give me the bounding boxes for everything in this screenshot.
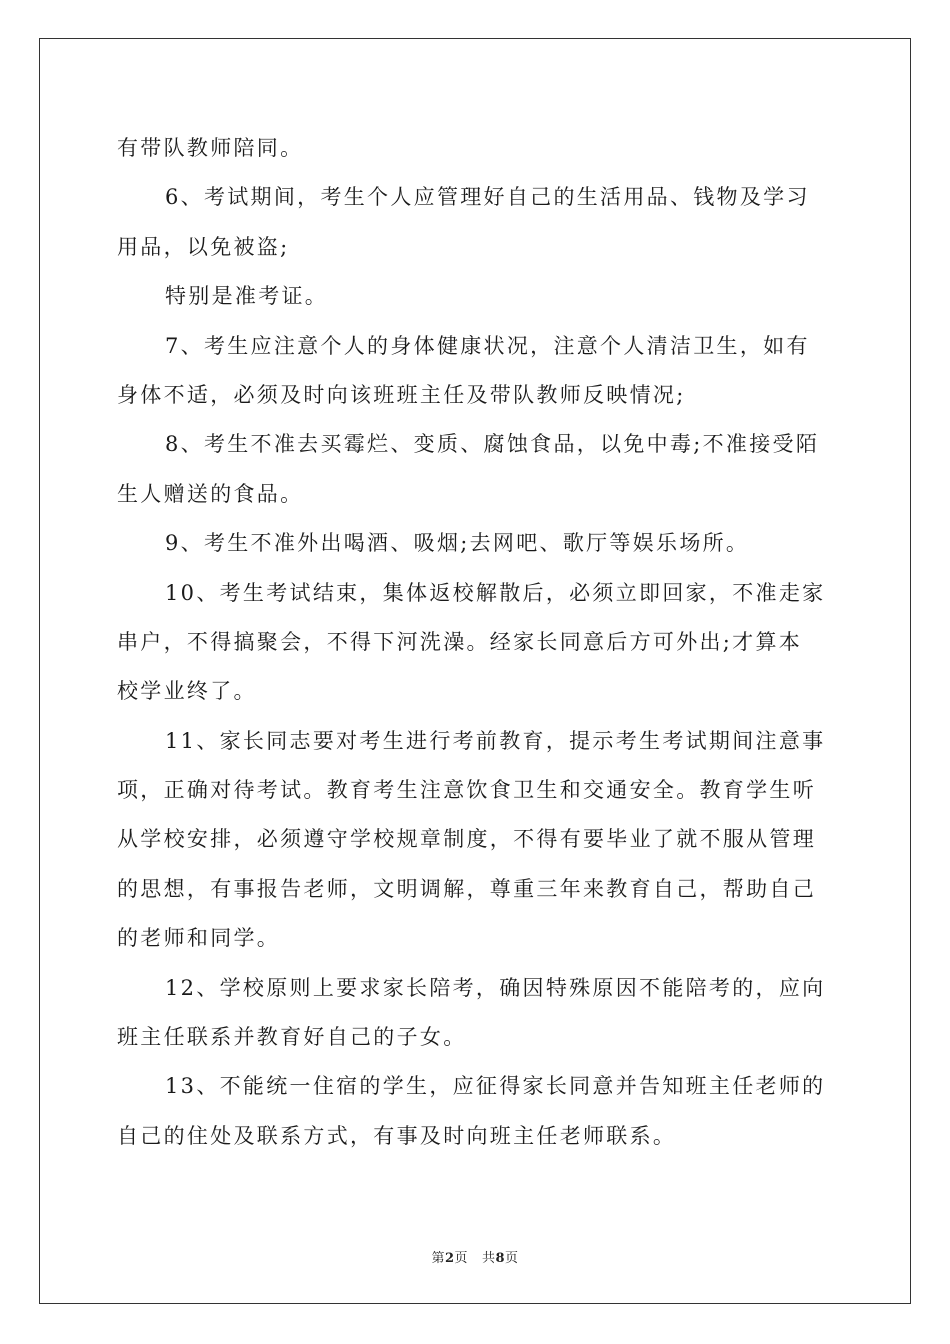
paragraph-8-line-2: 生人赠送的食品。 xyxy=(117,481,304,506)
page-footer xyxy=(0,1247,950,1266)
paragraph-13-line-2: 自己的住处及联系方式，有事及时向班主任老师联系。 xyxy=(117,1123,677,1148)
paragraph-10-line-1: 10、考生考试结束，集体返校解散后，必须立即回家，不准走家 xyxy=(165,580,826,605)
paragraph-6-line-1: 6、考试期间，考生个人应管理好自己的生活用品、钱物及学习 xyxy=(165,185,810,210)
document-body xyxy=(117,124,833,1161)
paragraph-11-line-5: 的老师和同学。 xyxy=(117,926,281,951)
paragraph-13-line-1: 13、不能统一住宿的学生，应征得家长同意并告知班主任老师的 xyxy=(165,1074,826,1099)
paragraph-10-line-2: 串户，不得搞聚会，不得下河洗澡。经家长同意后方可外出;才算本 xyxy=(117,629,803,654)
paragraph-11-line-4: 的思想，有事报告老师，文明调解，尊重三年来教育自己，帮助自己 xyxy=(117,876,816,901)
total-prefix: 共 xyxy=(481,1251,496,1266)
page-prefix: 第 xyxy=(431,1251,445,1266)
paragraph-6-line-2: 用品，以免被盗; xyxy=(117,234,290,259)
paragraph-12-line-2: 班主任联系并教育好自己的子女。 xyxy=(117,1025,467,1050)
text-line: 有带队教师陪同。 xyxy=(117,136,304,160)
page-number: 2 xyxy=(444,1251,455,1266)
page-suffix: 页 xyxy=(454,1251,469,1266)
total-suffix: 页 xyxy=(505,1251,519,1266)
paragraph-7-line-1: 7、考生应注意个人的身体健康状况，注意个人清洁卫生，如有 xyxy=(165,333,810,358)
total-pages: 8 xyxy=(495,1251,506,1266)
paragraph-11-line-2: 项，正确对待考试。教育考生注意饮食卫生和交通安全。教育学生听 xyxy=(117,778,816,803)
paragraph-9-line-1: 9、考生不准外出喝酒、吸烟;去网吧、歌厅等娱乐场所。 xyxy=(165,531,750,556)
paragraph-8-line-1: 8、考生不准去买霉烂、变质、腐蚀食品，以免中毒;不准接受陌 xyxy=(165,432,820,457)
paragraph-6-note: 特别是准考证。 xyxy=(165,284,329,309)
paragraph-7-line-2: 身体不适，必须及时向该班班主任及带队教师反映情况; xyxy=(117,382,686,407)
paragraph-12-line-1: 12、学校原则上要求家长陪考，确因特殊原因不能陪考的，应向 xyxy=(165,975,826,1000)
paragraph-10-line-3: 校学业终了。 xyxy=(117,679,257,704)
paragraph-11-line-1: 11、家长同志要对考生进行考前教育，提示考生考试期间注意事 xyxy=(165,728,826,753)
paragraph-11-line-3: 从学校安排，必须遵守学校规章制度，不得有要毕业了就不服从管理 xyxy=(117,827,816,852)
